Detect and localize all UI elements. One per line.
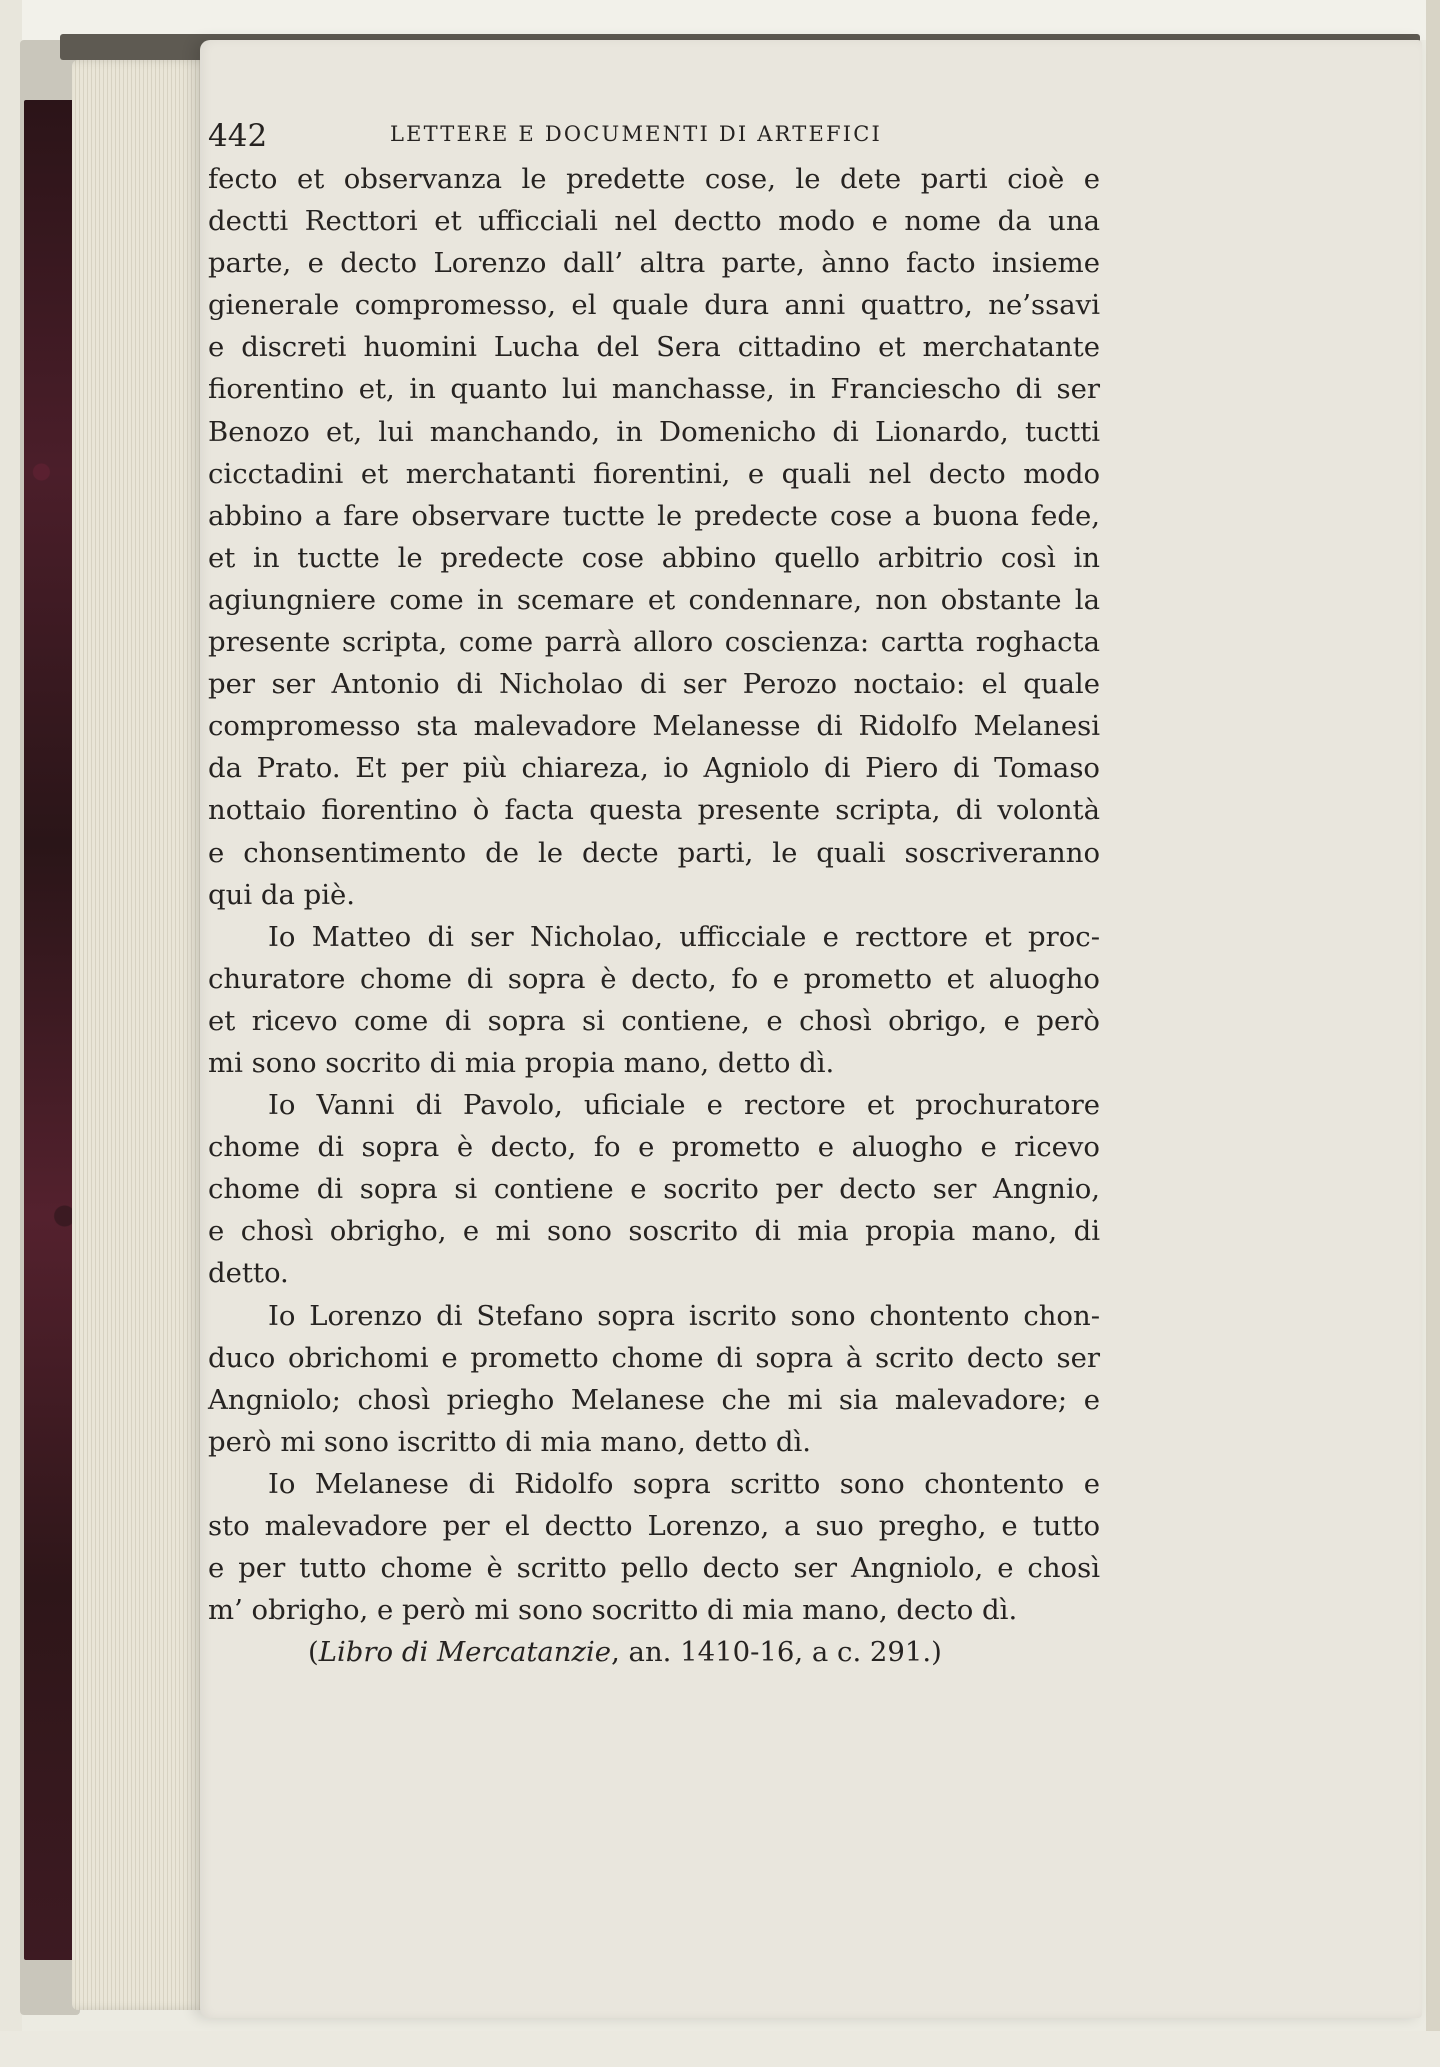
- text-line: fiorentino et, in quanto lui manchasse, in Francieschо di ser: [208, 373, 1100, 406]
- page-number: 442: [208, 118, 268, 154]
- text-line: Benozo et, lui manchando, in Domenicho di Lionardo, tuctti: [208, 415, 1100, 448]
- text-line: chome di sopra si contiene e socrito per decto ser Angnio,: [208, 1173, 1100, 1206]
- text-line: chome di sopra è decto, fo e prometto e aluogho e ricevo: [208, 1131, 1100, 1164]
- text-line: mi sono socrito di mia propia mano, detto dì.: [208, 1046, 835, 1079]
- text-line: da Prato. Et per più chiareza, io Agniolo di Piero di Tomaso: [208, 752, 1100, 785]
- text-line: qui da piè.: [208, 878, 356, 911]
- text-line: duco obrichomi e prometto chome di sopra à scrito decto ser: [208, 1341, 1100, 1374]
- text-line: agiungniere come in scemare et condennare, non obstante la: [208, 583, 1100, 616]
- source-citation: [208, 1631, 1100, 1673]
- paragraph-vanni: [208, 1084, 1100, 1294]
- background-left: [0, 0, 22, 2067]
- citation-rest: , an. 1410-16, a c. 291.): [611, 1636, 942, 1669]
- text-line: per ser Antonio di Nicholao di ser Perozo noctaio: el quale: [208, 668, 1100, 701]
- text-line: però mi sono iscritto di mia mano, detto dì.: [208, 1425, 812, 1458]
- text-line: e per tutto chome è scritto pello decto ser Angniolo, e chosì: [208, 1552, 1100, 1585]
- citation-open: (: [308, 1636, 319, 1669]
- paragraph-matteo: [208, 916, 1100, 1084]
- text-line: compromesso sta malevadore Melanesse di Ridolfo Melanesi: [208, 710, 1100, 743]
- body-text: [208, 158, 1100, 1673]
- text-line: gienerale compromesso, el quale dura anni quattro, ne’ssavi: [208, 289, 1100, 322]
- citation-title: Libro di Mercatanzie: [318, 1636, 612, 1669]
- paragraph-lorenzo: [208, 1295, 1100, 1463]
- text-line: Io Matteo di ser Nicholao, ufficciale e recttore et proc-: [268, 920, 1100, 953]
- text-line: et in tuctte le predecte cose abbino quello arbitrio così in: [208, 541, 1100, 574]
- text-line: e chonsentimento de le decte parti, le quali soscriveranno: [208, 836, 1100, 869]
- text-line: abbino a fare observare tuctte le predecte cose a buona fede,: [208, 499, 1100, 532]
- running-title: LETTERE E DOCUMENTI DI ARTEFICI: [390, 122, 883, 146]
- text-line: dectti Recttori et ufficciali nel dectto modo e nome da una: [208, 205, 1100, 238]
- text-line: sto malevadore per el dectto Lorenzo, a suo pregho, e tutto: [208, 1510, 1100, 1542]
- text-line: Io Vanni di Pavolo, uficiale e rectore et prochuratore: [268, 1089, 1100, 1122]
- background-bottom: [0, 2031, 1440, 2067]
- page-header: [208, 110, 1100, 158]
- text-line: cicctadini et merchatanti fiorentini, e quali nel decto modo: [208, 457, 1100, 490]
- text-line: Io Lorenzo di Stefano sopra iscrito sono chontento chon-: [268, 1299, 1100, 1332]
- text-line: Angniolo; chosì prieghо Melanese che mi sia malevadore; e: [208, 1383, 1100, 1416]
- text-line: fecto et observanza le predette cose, le dete parti cioè e: [208, 163, 1100, 195]
- text-line: Io Melanese di Ridolfo sopra scritto sono chontento e: [268, 1467, 1100, 1500]
- text-line: churatore chome di sopra è decto, fo e prometto et aluogho: [208, 962, 1100, 995]
- text-line: parte, e decto Lorenzo dall’ altra parte, ànno facto insieme: [208, 247, 1100, 280]
- paragraph-compromesso: [208, 158, 1100, 916]
- text-line: m’ obrigho, e però mi sono socritto di mia mano, decto dì.: [208, 1594, 1018, 1627]
- text-line: e discreti huomini Lucha del Sera cittadino et merchatante: [208, 331, 1100, 364]
- text-column: [208, 110, 1100, 1673]
- text-line: et ricevo come di sopra si contiene, e chosì obrigo, e però: [208, 1004, 1100, 1037]
- background-right: [1426, 0, 1440, 2067]
- text-line: detto.: [208, 1257, 289, 1290]
- paragraph-melanese: [208, 1463, 1100, 1631]
- page-block-edges: [72, 60, 212, 2010]
- text-line: presente scripta, come parrà alloro coscienza: cartta roghacta: [208, 626, 1100, 659]
- text-line: nottaio fiorentino ò facta questa presente scripta, di volontà: [208, 794, 1100, 827]
- text-line: e chosì obrigho, e mi sono soscrito di mia propia mano, di: [208, 1215, 1100, 1248]
